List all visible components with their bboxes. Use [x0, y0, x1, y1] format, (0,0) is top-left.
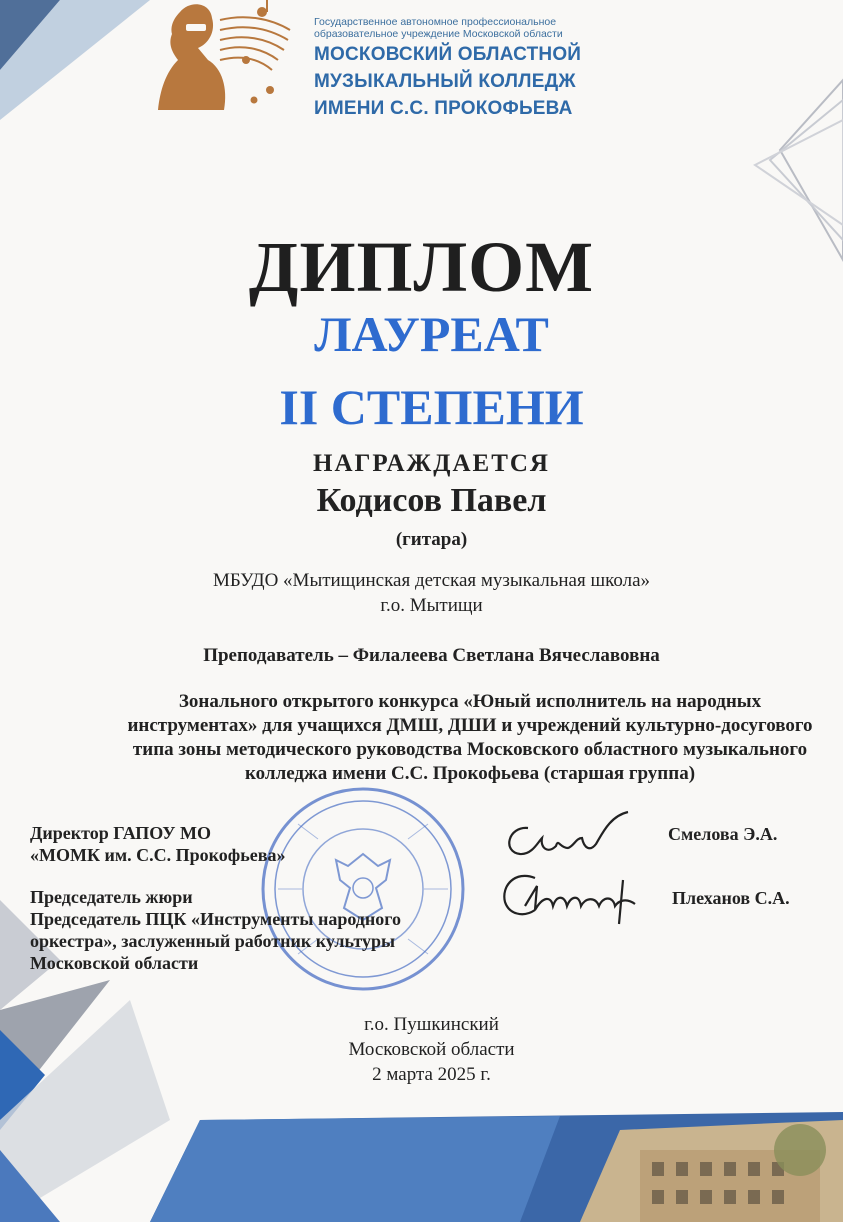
teacher-name: Преподаватель – Филалеева Светлана Вячеславовна	[203, 645, 660, 666]
director-line: «МОМК им. С.С. Прокофьева»	[30, 845, 286, 865]
college-name-line2: МУЗЫКАЛЬНЫЙ КОЛЛЕДЖ	[314, 71, 576, 92]
director-signature	[498, 808, 648, 868]
diploma-title: ДИПЛОМ	[248, 227, 595, 307]
college-name-line1: МОСКОВСКИЙ ОБЛАСТНОЙ	[314, 44, 582, 65]
jury-chair-title	[30, 886, 401, 974]
director-title	[30, 822, 286, 866]
issue-date: 2 марта 2025 г.	[372, 1064, 491, 1085]
college-name-line3: ИМЕНИ С.С. ПРОКОФЬЕВА	[314, 98, 573, 119]
contest-description	[80, 690, 843, 786]
recipient-instrument: (гитара)	[395, 529, 468, 550]
school-name: МБУДО «Мытищинская детская музыкальная школа»	[212, 570, 651, 591]
bottom-building-banner	[0, 1090, 843, 1222]
college-logo-emblem	[150, 0, 300, 120]
jury-line: оркестра», заслуженный работник культуры	[30, 931, 396, 951]
college-subtitle-line1: Государственное автономное профессиональное	[314, 16, 557, 28]
director-line: Директор ГАПОУ МО	[30, 823, 211, 843]
contest-line: колледжа имени С.С. Прокофьева (старшая группа)	[244, 763, 696, 784]
college-subtitle-line2: образовательное учреждение Московской области	[314, 28, 563, 40]
jury-line: Московской области	[30, 953, 199, 973]
jury-chair-signature	[495, 866, 665, 936]
director-name: Смелова Э.А.	[668, 824, 778, 844]
jury-line: Председатель ПЦК «Инструменты народного	[30, 909, 402, 929]
contest-line: инструментах» для учащихся ДМШ, ДШИ и учреждений культурно-досугового	[127, 715, 813, 736]
awarded-label: НАГРАЖДАЕТСЯ	[313, 450, 550, 477]
contest-line: Зонального открытого конкурса «Юный исполнитель на народных	[178, 691, 762, 712]
school-city: г.о. Мытищи	[380, 595, 483, 616]
recipient-name: Кодисов Павел	[316, 482, 547, 519]
issue-place-line2: Московской области	[348, 1039, 515, 1060]
college-header	[314, 16, 581, 121]
contest-line: типа зоны методического руководства Московского областного музыкального	[132, 739, 808, 760]
jury-line: Председатель жюри	[30, 887, 193, 907]
laureate-rank: ЛАУРЕАТ	[314, 306, 549, 362]
laureate-degree: II СТЕПЕНИ	[279, 379, 584, 435]
issue-place-line1: г.о. Пушкинский	[364, 1014, 499, 1035]
issue-place-date	[0, 1012, 843, 1087]
jury-chair-name: Плеханов С.А.	[672, 888, 790, 908]
